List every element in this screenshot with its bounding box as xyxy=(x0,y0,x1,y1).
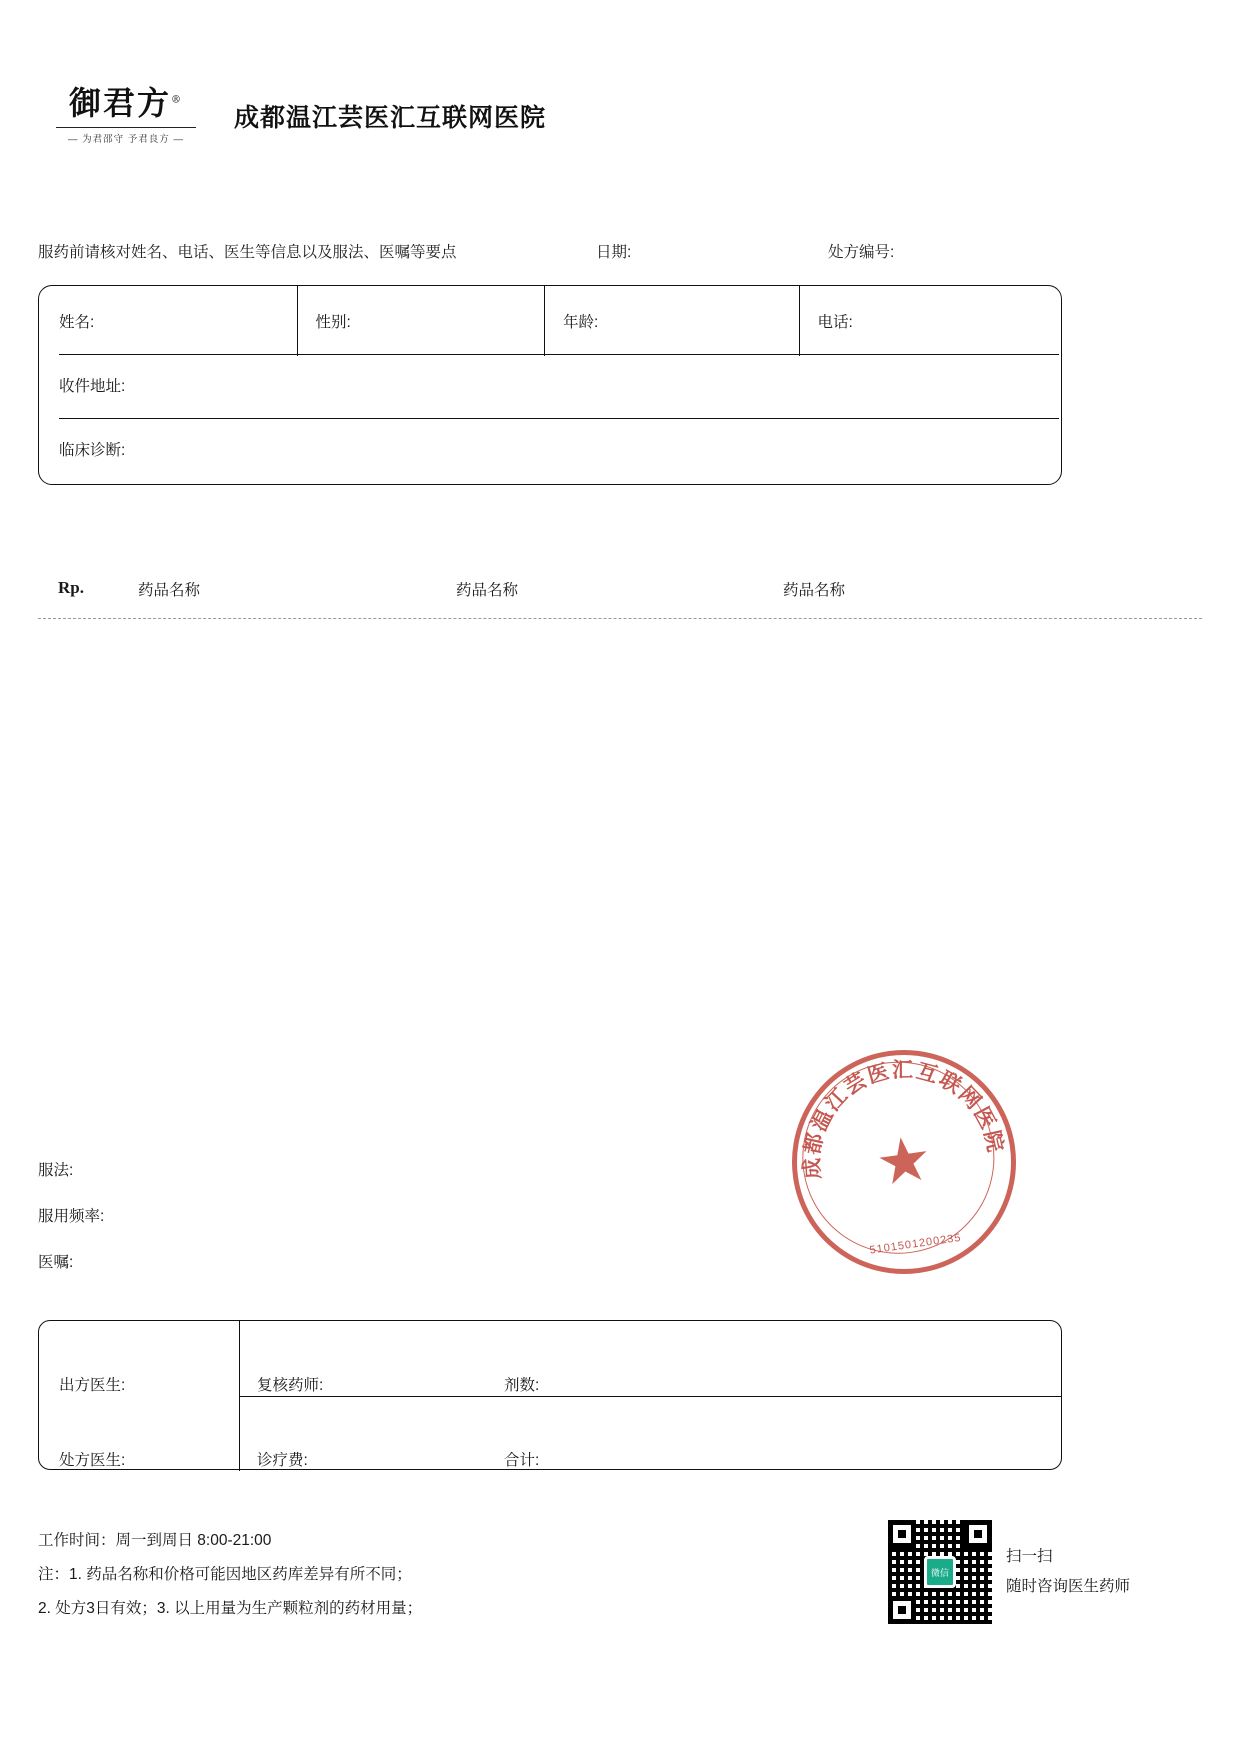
patient-sex-label: 性别: xyxy=(315,314,351,331)
usage-advice-label: 医嘱: xyxy=(38,1254,74,1271)
footer-notes xyxy=(38,1524,422,1626)
document-header xyxy=(52,86,546,145)
logo-slogan: — 为君邵守 予君良方 — xyxy=(68,134,184,146)
signature-horizontal-divider xyxy=(239,1396,1062,1397)
footer-note-1: 注：1. 药品名称和价格可能因地区药库差异有所不同； xyxy=(38,1566,412,1583)
drug-name-column-1: 药品名称 xyxy=(138,582,201,599)
scan-label: 扫一扫 xyxy=(1006,1548,1053,1565)
footer-note-2: 2. 处方3日有效；3. 以上用量为生产颗粒剂的药材用量； xyxy=(38,1600,423,1617)
rp-dashed-divider xyxy=(38,618,1202,619)
patient-name-field[interactable] xyxy=(39,286,297,356)
issuing-doctor-label: 出方医生: xyxy=(59,1377,126,1394)
total-amount-label: 合计: xyxy=(504,1452,540,1469)
qr-finder-top-left xyxy=(888,1520,916,1548)
patient-sex-field[interactable] xyxy=(297,286,545,356)
usage-frequency-label: 服用频率: xyxy=(38,1208,105,1225)
patient-phone-label: 电话: xyxy=(817,314,853,331)
seal-code: 5101501200235 xyxy=(868,1231,963,1257)
wechat-icon: 微信 xyxy=(924,1556,956,1588)
seal-arc-label: 成都温江芸医汇互联网医院 xyxy=(799,1057,1009,1180)
qr-section[interactable] xyxy=(888,1520,1130,1624)
qr-finder-bottom-left xyxy=(888,1596,916,1624)
drug-name-column-3: 药品名称 xyxy=(783,582,846,599)
dose-count-field[interactable] xyxy=(504,1373,539,1395)
consult-label: 随时咨询医生药师 xyxy=(1006,1578,1131,1595)
row-divider-1 xyxy=(59,354,1059,355)
logo-main-text: 御君方 xyxy=(68,84,171,122)
prescription-number-label: 处方编号: xyxy=(828,244,895,261)
dose-count-label: 剂数: xyxy=(504,1377,540,1394)
qr-code-icon[interactable] xyxy=(888,1520,992,1624)
patient-phone-field[interactable] xyxy=(799,286,1061,356)
consultation-fee-label: 诊疗费: xyxy=(257,1452,308,1469)
registered-trademark-icon: ® xyxy=(171,94,183,106)
rp-label: Rp. xyxy=(58,578,84,597)
prescribing-doctor-label: 处方医生: xyxy=(59,1452,126,1469)
notice-text: 服药前请核对姓名、电话、医生等信息以及服法、医嘱等要点 xyxy=(38,244,457,261)
row-divider-2 xyxy=(59,418,1059,419)
patient-name-label: 姓名: xyxy=(59,314,95,331)
official-seal xyxy=(778,1036,1031,1289)
signature-box xyxy=(38,1320,1062,1470)
brand-logo xyxy=(52,86,200,145)
patient-info-box xyxy=(38,285,1062,485)
delivery-address-field[interactable] xyxy=(59,374,125,396)
qr-caption xyxy=(1006,1542,1130,1602)
qr-finder-top-right xyxy=(964,1520,992,1548)
usage-method-label: 服法: xyxy=(38,1162,74,1179)
logo-text xyxy=(69,86,183,121)
consultation-fee-field[interactable] xyxy=(257,1448,308,1470)
work-hours-text: 工作时间：周一到周日 8:00-21:00 xyxy=(38,1532,272,1549)
drug-name-column-2: 药品名称 xyxy=(456,582,519,599)
hospital-name: 成都温江芸医汇互联网医院 xyxy=(234,103,547,132)
reviewing-pharmacist-field[interactable] xyxy=(257,1373,323,1395)
seal-star-icon: ★ xyxy=(871,1123,937,1200)
issuing-doctor-field[interactable] xyxy=(59,1373,125,1395)
logo-divider xyxy=(56,127,196,128)
patient-age-label: 年龄: xyxy=(563,314,599,331)
date-label: 日期: xyxy=(596,244,632,261)
prescribing-doctor-field[interactable] xyxy=(59,1448,125,1470)
usage-block xyxy=(38,1148,104,1286)
total-amount-field[interactable] xyxy=(504,1448,539,1470)
patient-info-row xyxy=(39,286,1061,356)
patient-age-field[interactable] xyxy=(544,286,799,356)
delivery-address-label: 收件地址: xyxy=(59,378,126,395)
reviewing-pharmacist-label: 复核药师: xyxy=(257,1377,324,1394)
clinical-diagnosis-field[interactable] xyxy=(59,438,125,460)
clinical-diagnosis-label: 临床诊断: xyxy=(59,442,126,459)
